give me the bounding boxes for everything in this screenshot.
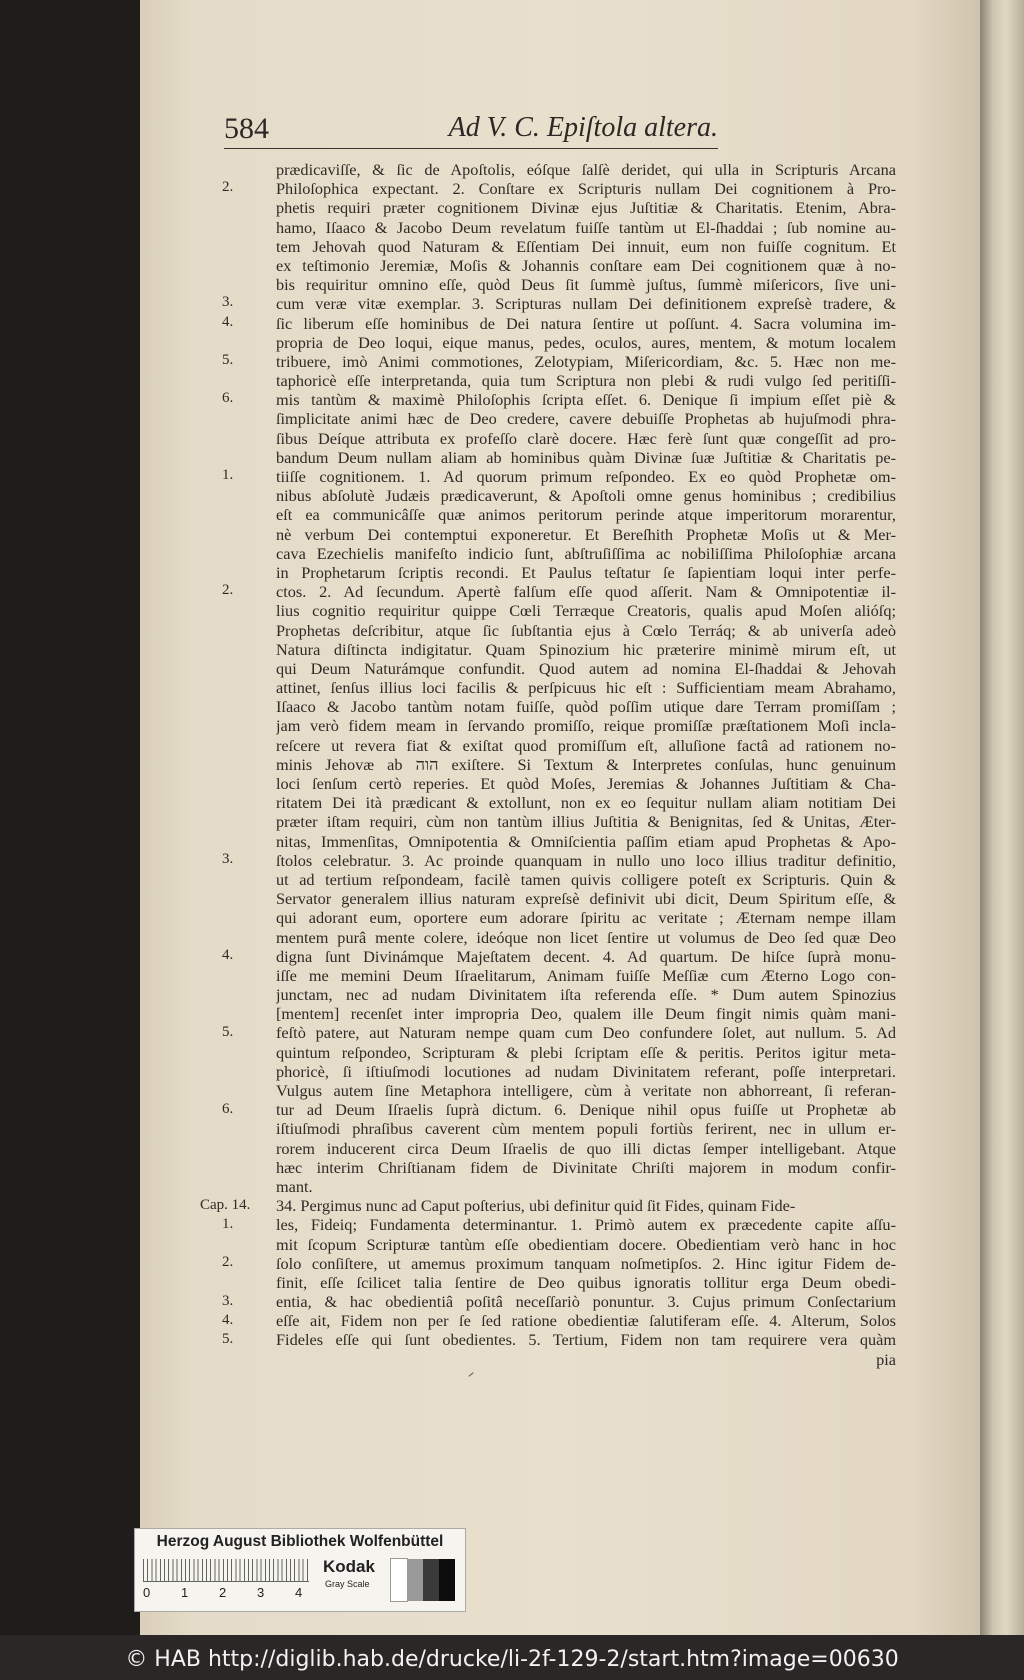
margin-note: 5. [222,352,234,368]
margin-note: 3. [222,1292,234,1309]
text-line: iſſe me memini Deum Iſraelitarum, Animam fuiſſe Meſſiæ cum Æterno Logo con- [276,965,896,985]
text-line: cava Ezechielis manifeſto indicio ſunt, abſtruſiſſima ac nobiliſſima Philoſophiæ arcana [276,543,896,563]
text-line: hamo, Iſaaco & Jacobo Deum revelatum fuiſſe tantùm ut El-ſhaddai ; ſub nomine au- [276,217,896,237]
text-line: mis tantùm & maximè Philoſophis ſcripta eſſet. 6. Denique ſi impium eſſet piè & [276,390,896,410]
margin-note: 2. [222,1254,234,1271]
margin-note: 5. [222,1024,234,1040]
library-color-card [134,1528,466,1612]
text-line: tur ad Deum Iſraelis ſuprà dictum. 6. Denique nihil opus fuiſſe ut Prophetæ ab [276,1100,896,1120]
text-line: ſic liberum eſſe hominibus de Dei natura ſentire ut poſſunt. 4. Sacra volumina im- [276,313,896,333]
text-line: phoricè, ſi iſtiuſmodi locutiones ad nudam Divinitatem referant, poſſe interpretari. [276,1061,896,1081]
text-line: iſtiuſmodi phraſibus caverent cùm mentem populi fortiùs ferirent, nec in ullum er- [276,1119,896,1139]
text-line: phetis requiri præter cognitionem Divinæ ejus Juſtitiæ & Charitatis. Etenim, Abra- [276,198,896,218]
text-line: finit, eſſe ſcilicet talia ſentire de Deo quibus ignoratis tollitur erga Deum obedi- [276,1272,896,1292]
text-line: pia [876,1349,896,1369]
text-line: Philoſophica expectant. 2. Conſtare ex Scripturis nullam Dei cognitionem à Pro- [276,179,896,199]
text-line: taphoricè eſſe interpretanda, quia tum Scriptura non plebi & rudi vulgo ſed peritiſſi- [276,371,896,391]
text-line: eſt ea communicâſſe quæ animos peritorum perinde atque imperitorum morarentur, [276,505,896,525]
body-text [276,160,896,1369]
text-line: Prophetas deſcribitur, atque ſic ſubſtantia ejus à Cœlo Terráq; & ab univerſa adeò [276,620,896,640]
text-line: tem Jehovah quod Naturam & Eſſentiam Dei innuit, eum non fuiſſe cognitum. Et [276,236,896,256]
margin-note: 3. [222,851,234,868]
text-line: 34. Pergimus nunc ad Caput poſterius, ubi definitur quid ſit Fides, quinam Fide- [276,1196,796,1216]
text-line: tiiſſe cognitionem. 1. Ad quorum primum reſpondeo. Ex eo quòd Prophetæ om- [276,467,896,486]
text-line: bis requiritur omnino eſſe, quòd Deus ſit ſummè juſtus, ſummè miſericors, ſive uni- [276,275,896,295]
margin-note: 1. [222,1216,234,1232]
margin-note: 4. [222,1312,234,1328]
text-line: nitas, Immenſitas, Omnipotentia & Omniſcientia paſſim etiam apud Prophetas & Apo- [276,831,896,851]
library-name: Herzog August Bibliothek Wolfenbüttel [156,1533,444,1550]
margin-note: 6. [222,1100,234,1117]
text-line: mant. [276,1176,313,1196]
text-line: Fideles eſſe qui ſunt obedientes. 5. Tertium, Fidem non tam requirere vera quàm [276,1330,896,1350]
text-line: nibus abſolutè Judæis prædicaverunt, & Apoſtoli omne genus hominibus ; credibilius [276,486,896,506]
page-number: 584 [224,112,269,145]
text-line: lius cognitio requiritur quippe Cœli Terræque Creatoris, qualis apud Moſen alióſq; [276,601,896,621]
text-line: digna ſunt Divinámque Majeſtatem decent. 4. Ad quartum. De hiſce ſuprà monu- [276,946,896,966]
text-line: qui adorant eum, oportere eum adorare ſpiritu ac veritate ; Æternam nempe illam [276,908,896,928]
text-line: Iſaaco & Jacobo tantùm notam fuiſſe, quòd poſſim utique dare Terram promiſſam ; [276,697,896,717]
ruler-number: 4 [295,1585,303,1600]
text-line: tribuere, imò Animi commotiones, Zelotypiam, Miſericordiam, &c. 5. Hæc non me- [276,351,896,371]
text-line: in Prophetarum ſcriptis recondi. Et Paulus teſtatur ſe ſapientiam loqui inter perfe- [276,562,896,582]
text-line: [mentem] recenſet inter impropria Deo, qualem ille Deum fingit nimis quàm mani- [276,1004,896,1024]
running-title: Ad V. C. Epiſtola altera. [448,112,718,143]
text-line: ſibus Deíque attributa ex profeſſo clarè docere. Hæc ferè ſunt quæ congeſſit ad pro- [276,428,896,448]
text-line: præter iſtam requiri, cùm non tantùm illius Juſtitia & Benignitas, ſed & Unitas, Æter- [276,812,896,832]
text-line: qui Deum Naturámque confundit. Quod autem ad nomina El-ſhaddai & Jehovah [276,658,896,678]
ruler-number: 1 [181,1585,189,1600]
copyright-footer[interactable]: © HAB http://diglib.hab.de/drucke/li-2f-129-2/start.htm?image=00630 [125,1647,899,1672]
ruler-number: 3 [257,1585,265,1600]
text-line: attinet, ſenſus illius loci facilis & perſpicuus hic eſt : Sufficientiam meam Abrahamo, [276,678,896,698]
margin-note: Cap. 14. [200,1196,251,1213]
ruler-number: 2 [219,1585,227,1600]
gray-scale-swatches [391,1559,461,1601]
text-line: bandum Deum nullam aliam ab hominibus quàm Divinæ ſuæ Juſtitiæ & Charitatis pe- [276,447,896,467]
text-line: Vulgus autem ſine Metaphora intelligere, cùm à veritate non abhorreant, ſi referan- [276,1081,896,1100]
text-line: mentem purâ mente colere, ideóque non licet ſentire ut volumus de Deo ſed quæ Deo [276,927,896,947]
text-line: nè verbum Dei contemptui exponeretur. Et Bereſhith Prophetæ Moſis ut & Mer- [276,524,896,544]
text-line: eſſe ait, Fidem non per ſe ſed ratione obedientiæ ſalutiferam eſſe. 4. Alterum, Solos [276,1311,896,1331]
text-line: Servator generalem illius naturam expreſsè definivit ubi dicit, Deum Spiritum eſſe, & [276,889,896,909]
text-line: minis Jehovæ ab הוה exiſtere. Si Textum & Interpretes conſulas, hunc genuinum [276,754,896,774]
text-line: loci ſenſum certò reperies. Et quòd Moſes, Jeremias & Johannes Juſtitiam & Cha- [276,774,896,793]
text-line: les, Fideiq; Fundamenta determinantur. 1. Primò autem ex præcedente capite aſſu- [276,1215,896,1235]
text-line: ut ad tertium reſpondeam, facilè tamen quivis colligere poteſt ex Scripturis. Quin & [276,869,896,889]
gray-swatch [391,1559,407,1601]
margin-note: 5. [222,1331,234,1348]
text-line: jam verò fidem meam in ſervando promiſſo, reique promiſſæ præſtationem Moſi incla- [276,716,896,736]
text-line: entia, & hac obedientiâ poſitâ neceſſariò ponuntur. 3. Cujus primum Conſectarium [276,1292,896,1312]
text-line: cum veræ vitæ exemplar. 3. Scripturas nullam Dei definitionem expreſsè tradere, & [276,294,896,314]
gray-swatch [439,1559,455,1601]
text-line: ritatem Dei ità prædicant & extollunt, non ex eo ſequitur nullam aliam notitiam Dei [276,793,896,813]
gray-swatch [423,1559,439,1601]
text-line: hæc interim Chriſtianam fidem de Divinitate Chriſti majorem in modum confir- [276,1157,896,1177]
text-line: ſtolos celebratur. 3. Ac proinde quanquam in nullo uno loco illius traditur definitio, [276,850,896,870]
ruler-number: 0 [143,1585,151,1600]
text-line: prædicaviſſe, & ſic de Apoſtolis, eóſque ſalſè deridet, qui ulla in Scripturis Arcana [276,160,896,179]
page-header [224,108,718,149]
margin-note: 4. [222,947,234,964]
gray-scale-label: Gray Scale [325,1579,370,1589]
text-line: ex teſtimonio Jeremiæ, Moſis & Johannis conſtare eam Dei cognitionem quæ à no- [276,255,896,275]
text-line: quintum reſpondeo, Scripturam & plebi ſcriptam eſſe & peritis. Peritos igitur meta- [276,1042,896,1062]
margin-note: 2. [222,179,234,196]
text-line: ſimplicitate animi hæc de Deo credere, cavere debuiſſe Prophetas ab hujuſmodi phra- [276,409,896,429]
margin-note: 4. [222,313,234,330]
text-line: rorem inducerent circa Deum Iſraelis de quo illi dictas ſemper intelligebant. Atque [276,1138,896,1158]
text-line: feſtò patere, aut Naturam nempe quam cum Deo confundere ſolet, aut nullum. 5. Ad [276,1023,896,1043]
measurement-ruler [143,1559,309,1582]
margin-note: 6. [222,390,234,407]
margin-note: 1. [222,467,234,484]
next-page-edge [980,0,1024,1635]
text-line: ctos. 2. Ad ſecundum. Apertè falſum eſſe quod aſſerit. Nam & Omnipotentiæ il- [276,582,896,602]
gray-swatch [407,1559,423,1601]
ruler-numbers [143,1585,323,1605]
kodak-logo: Kodak [323,1557,375,1576]
text-line: Natura diſtincta indigitatur. Quam Spinozium hic præterire minimè mirum eſt, ut [276,639,896,659]
text-line: junctam, nec ad nudam Divinitatem iſta referenda eſſe. * Dum autem Spinozius [276,985,896,1005]
text-line: reſcere ut revera fiat & exiſtat quod promiſſum eſt, alluſione factâ ad rationem no- [276,735,896,755]
text-line: mit ſcopum Scripturæ tantùm eſſe obedientiam docere. Obedientiam verò hanc in hoc [276,1234,896,1254]
margin-note: 2. [222,582,234,599]
text-line: propria de Deo loqui, eique manus, pedes, oculos, aures, mentem, & motum localem [276,332,896,352]
text-line: ſolo conſiſtere, ut amemus proximum tanquam noſmetipſos. 2. Hinc igitur Fidem de- [276,1253,896,1273]
margin-note: 3. [222,294,234,311]
